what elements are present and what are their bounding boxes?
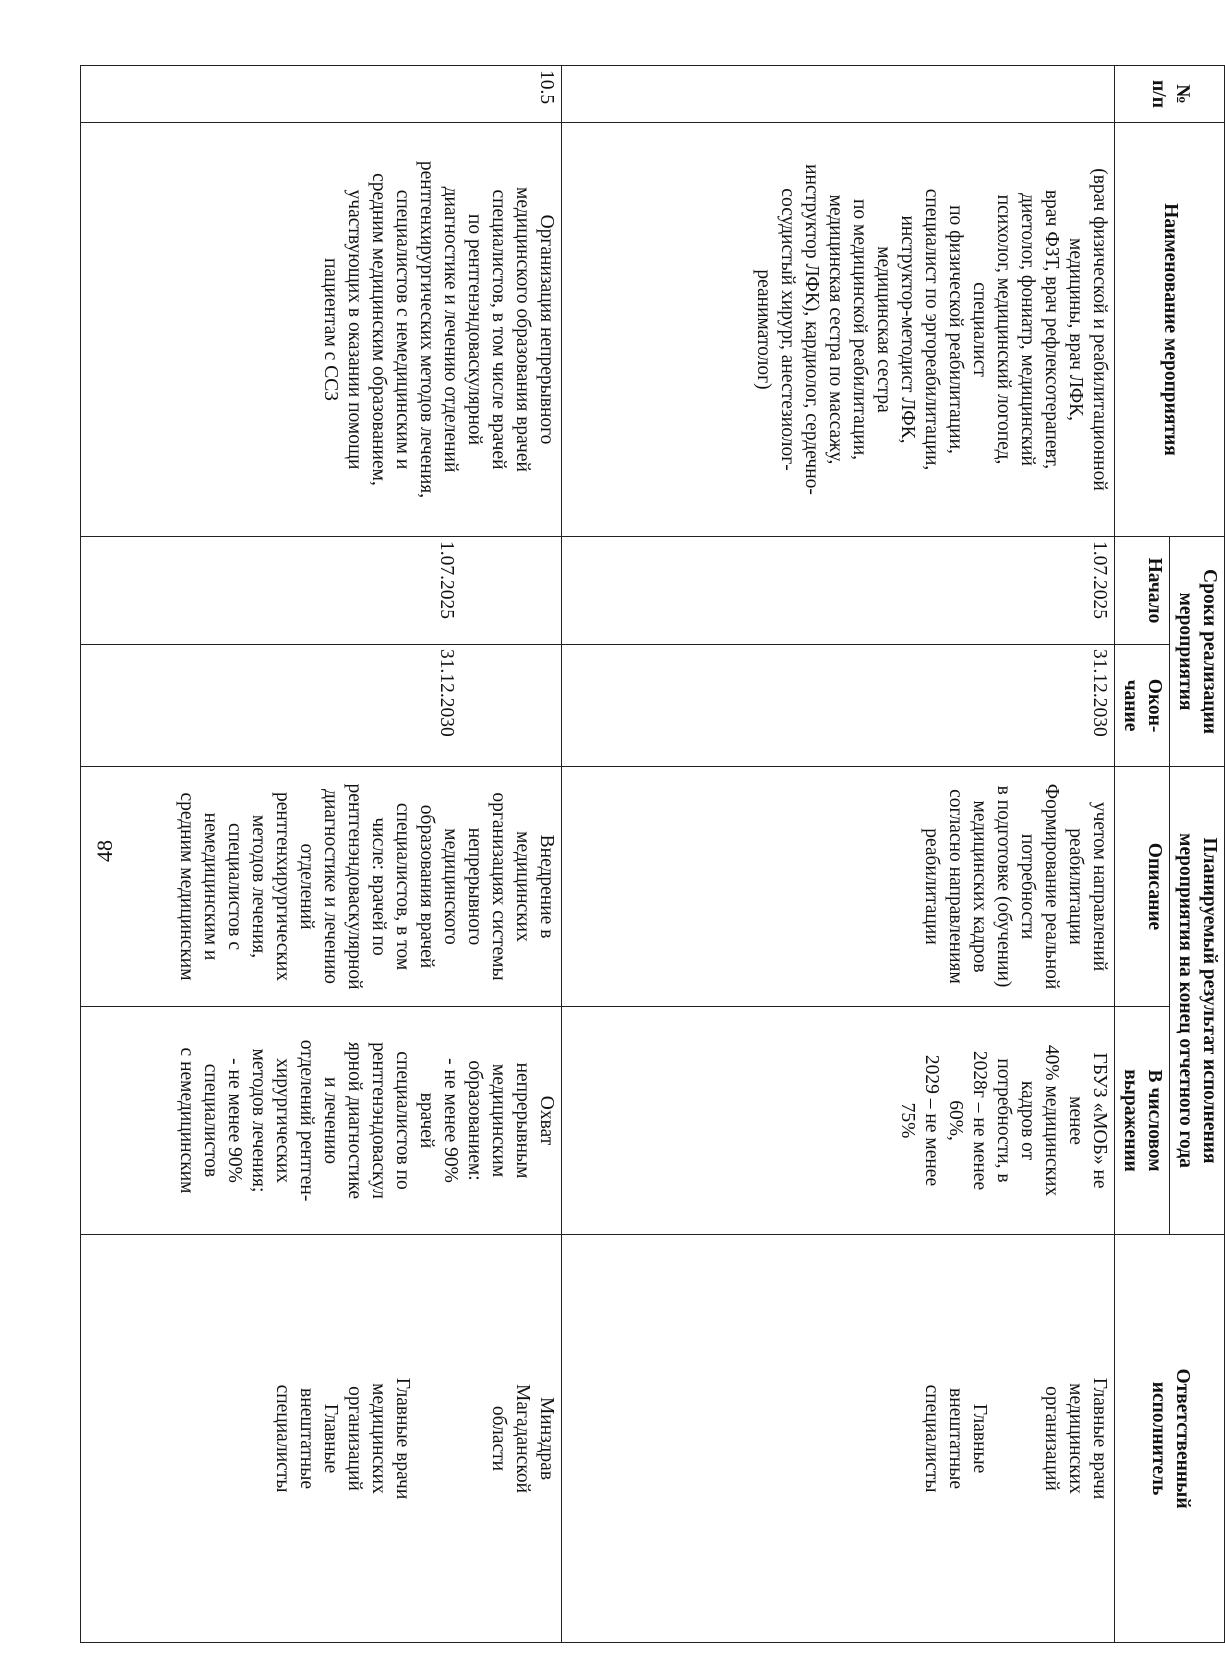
cell-description <box>81 767 562 1007</box>
cell-start-text: 1.07.2025 <box>436 541 458 619</box>
header-row <box>1170 66 1225 1643</box>
header-end: Окон- чание <box>1115 645 1170 767</box>
table-row <box>81 66 562 1643</box>
cell-numeric <box>562 1007 1115 1235</box>
header-numeric: В числовом выражении <box>1115 1007 1170 1235</box>
cell-numeric-text: ГБУЗ «МОБ» не менее 40% медицинских кадров от потребности, в 2028г – не менее 60%, 2029 – не менее 75% <box>897 1044 1111 1197</box>
cell-end <box>81 645 562 767</box>
cell-start <box>81 537 562 645</box>
cell-end: 31.12.2030 <box>562 645 1115 767</box>
cell-description-text: учетом направлений реабилитации Формирование реальной потребности в подготовке (обучении) медицинских кадров согласно направлениям реабилитации <box>921 783 1111 990</box>
cell-description <box>562 767 1115 1007</box>
rotated-table-container <box>125 65 1225 1642</box>
header-start: Начало <box>1115 537 1170 645</box>
cell-name-text: (врач физической и реабилитационной медицины, врач ЛФК, врач ФЗТ, врач рефлексотерапевт, диетолог, фониатр, медицинский психолог, медицинский логопед, специалист по физической реабилитации, специалист по эргореабилитации, инструктор-методист ЛФК, медицинская сестра по медицинской реабилитации, медицинская сестра по массажу, инструктор ЛФК), кардиолог, сердечно- сосудистый хирург, анестезиолог- реаниматолог) <box>753 164 1111 495</box>
header-responsible: Ответственный исполнитель <box>1115 1235 1225 1643</box>
header-name: Наименование мероприятия <box>1115 123 1225 537</box>
header-result: Планируемый результат исполнения мероприятия на конец отчетного года <box>1170 767 1225 1235</box>
cell-numeric <box>81 1007 562 1235</box>
cell-start: 1.07.2025 <box>562 537 1115 645</box>
page-number: 48 <box>92 840 117 862</box>
cell-num: 10.5 <box>81 66 562 123</box>
cell-responsible: Главные врачи медицинских организаций Главные внештатные специалисты <box>562 1235 1115 1643</box>
table-row <box>562 66 1115 1643</box>
cell-num <box>562 66 1115 123</box>
cell-description-text: Внедрение в медицинских организациях системы непрерывного медицинского образования врачей специалистов, в том числе: врачей по рентгенэндоваскулярной диагностике и лечению отделений рентгенхирургических методов лечения, специалистов с немедицинским и средним медицинским <box>176 783 558 990</box>
cell-end-text: 31.12.2030 <box>436 649 458 737</box>
header-description: Описание <box>1115 767 1170 1007</box>
cell-numeric-text: Охват непрерывным медицинским образованием: - не менее 90% врачей специалистов по рентгенэндоваскул ярной диагностике и лечению отделений рентген- хирургических методов лечения; - не менее 90% специалистов с немедицинским <box>176 1039 558 1202</box>
cell-name-text: Организация непрерывного медицинского образования врачей специалистов, в том числе врачей по рентгенэндоваскулярной диагностике и лечению отделений рентгенхирургических методов лечения, специалистов с немедицинским и средним медицинским образованием, участвующих в оказании помощи пациентам с ССЗ <box>320 160 558 499</box>
plan-table <box>80 65 1225 1643</box>
cell-responsible: Минздрав Магаданской области Главные врачи медицинских организаций Главные внештатные специалисты <box>81 1235 562 1643</box>
header-num: № п/п <box>1115 66 1225 123</box>
cell-name <box>81 123 562 537</box>
cell-name <box>562 123 1115 537</box>
header-dates: Сроки реализации мероприятия <box>1170 537 1225 767</box>
